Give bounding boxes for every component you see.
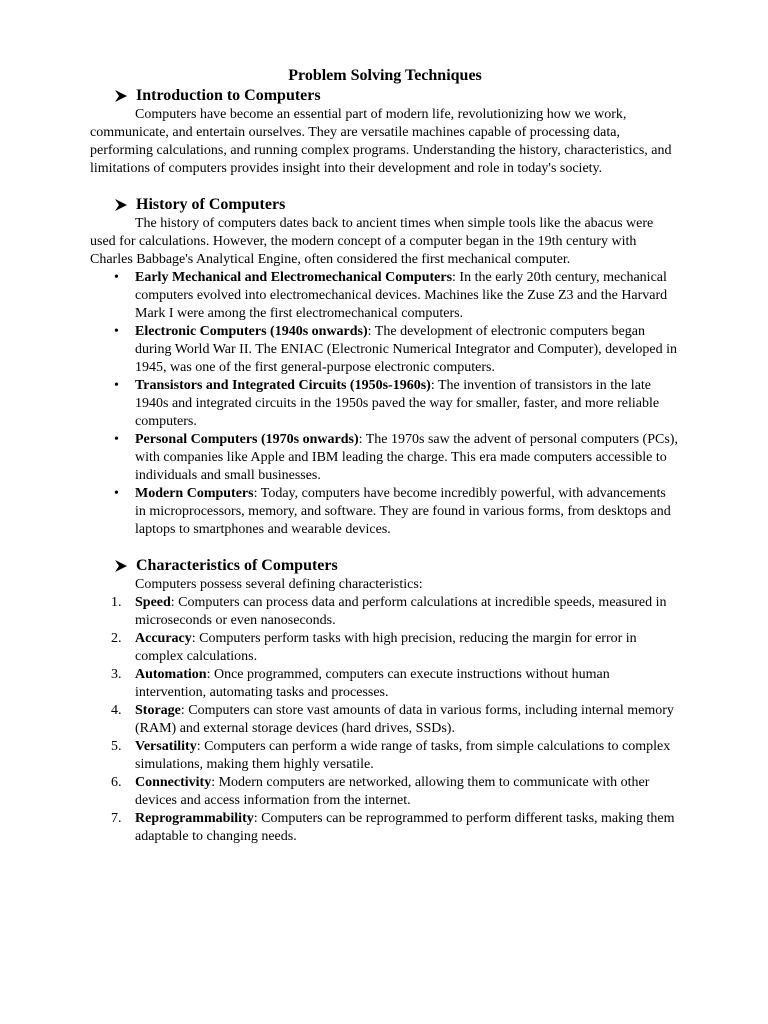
list-item-text: : In the early 20th century, mechanical computers evolved into electromechanical devices. Machines like the Zuse Z3 and the Harvard Mark I were among the first electromechanical computers. bbox=[135, 270, 668, 321]
section-heading-characteristics bbox=[114, 556, 680, 576]
characteristics-intro: Computers possess several defining characteristics: bbox=[135, 577, 423, 592]
bullet-icon: • bbox=[114, 432, 119, 447]
list-item-term: Early Mechanical and Electromechanical Computers bbox=[135, 270, 453, 285]
list-item-term: Storage bbox=[135, 703, 181, 718]
history-paragraph: The history of computers dates back to ancient times when simple tools like the abacus were used for calculations. However, the modern concept of a computer began in the 19th century with Charles Babbage's Analytical Engine, often considered the first mechanical computer. bbox=[90, 216, 654, 267]
list-item bbox=[90, 269, 680, 323]
list-item-number: 4. bbox=[111, 703, 122, 718]
list-item-term: Personal Computers (1970s onwards) bbox=[135, 432, 359, 447]
bullet-icon: • bbox=[114, 486, 119, 501]
section-heading-text: Introduction to Computers bbox=[136, 87, 321, 104]
list-item-number: 3. bbox=[111, 667, 122, 682]
list-item-term: Connectivity bbox=[135, 775, 212, 790]
list-item-number: 5. bbox=[111, 739, 122, 754]
section-heading-text: History of Computers bbox=[136, 196, 286, 213]
arrowhead-bullet-icon bbox=[114, 559, 128, 573]
bullet-icon: • bbox=[114, 324, 119, 339]
list-item-text: : Computers can perform a wide range of tasks, from simple calculations to complex simulations, making them highly versatile. bbox=[135, 739, 671, 772]
list-item bbox=[90, 485, 680, 539]
list-item-term: Speed bbox=[135, 595, 171, 610]
list-item bbox=[90, 774, 680, 810]
list-item-text: : The 1970s saw the advent of personal computers (PCs), with companies like Apple and IBM leading the charge. This era made computers accessible to individuals and small businesses. bbox=[135, 432, 678, 483]
list-item-text: : Computers can be reprogrammed to perform different tasks, making them adaptable to changing needs. bbox=[135, 811, 675, 844]
list-item bbox=[90, 702, 680, 738]
list-item-term: Versatility bbox=[135, 739, 197, 754]
intro-paragraph: Computers have become an essential part of modern life, revolutionizing how we work, communicate, and entertain ourselves. They are versatile machines capable of processing data, performing calculations, and running complex programs. Understanding the history, characteristics, and limitations of computers provides insight into their development and role in today's society. bbox=[90, 107, 672, 176]
list-item-text: : Computers perform tasks with high precision, reducing the margin for error in complex calculations. bbox=[135, 631, 637, 664]
list-item-term: Accuracy bbox=[135, 631, 192, 646]
arrowhead-bullet-icon bbox=[114, 198, 128, 212]
list-item bbox=[90, 377, 680, 431]
list-item-text: : Today, computers have become incredibly powerful, with advancements in microprocessors, memory, and software. They are found in various forms, from desktops and laptops to smartphones and wearable devices. bbox=[135, 486, 671, 537]
list-item bbox=[90, 594, 680, 630]
list-item-text: : Modern computers are networked, allowing them to communicate with other devices and access information from the internet. bbox=[135, 775, 650, 808]
list-item-text: : The invention of transistors in the late 1940s and integrated circuits in the 1950s paved the way for smaller, faster, and more reliable computers. bbox=[135, 378, 660, 429]
list-item-term: Reprogrammability bbox=[135, 811, 254, 826]
list-item-term: Transistors and Integrated Circuits (1950s-1960s) bbox=[135, 378, 431, 393]
list-item bbox=[90, 738, 680, 774]
list-item-number: 7. bbox=[111, 811, 122, 826]
list-item-text: : Computers can store vast amounts of data in various forms, including internal memory (RAM) and external storage devices (hard drives, SSDs). bbox=[135, 703, 674, 736]
section-heading-history bbox=[114, 195, 680, 215]
list-item bbox=[90, 630, 680, 666]
list-item-number: 2. bbox=[111, 631, 122, 646]
list-item bbox=[90, 431, 680, 485]
document-page bbox=[90, 66, 680, 846]
section-spacer bbox=[90, 539, 680, 556]
document-title: Problem Solving Techniques bbox=[288, 67, 482, 84]
section-heading-text: Characteristics of Computers bbox=[136, 557, 338, 574]
list-item-term: Electronic Computers (1940s onwards) bbox=[135, 324, 368, 339]
list-item-text: : The development of electronic computers began during World War II. The ENIAC (Electronic Numerical Integrator and Computer), developed in 1945, was one of the first general-purpose electronic computers. bbox=[135, 324, 678, 375]
section-spacer bbox=[90, 178, 680, 195]
list-item-number: 1. bbox=[111, 595, 122, 610]
arrowhead-bullet-icon bbox=[114, 89, 128, 103]
list-item-text: : Once programmed, computers can execute instructions without human intervention, automating tasks and processes. bbox=[135, 667, 610, 700]
bullet-icon: • bbox=[114, 270, 119, 285]
section-heading-introduction bbox=[114, 86, 680, 106]
list-item bbox=[90, 810, 680, 846]
list-item bbox=[90, 666, 680, 702]
list-item-number: 6. bbox=[111, 775, 122, 790]
bullet-icon: • bbox=[114, 378, 119, 393]
history-bullet-list bbox=[90, 269, 680, 539]
list-item-term: Automation bbox=[135, 667, 207, 682]
list-item bbox=[90, 323, 680, 377]
characteristics-numbered-list bbox=[90, 594, 680, 846]
list-item-term: Modern Computers bbox=[135, 486, 254, 501]
list-item-text: : Computers can process data and perform calculations at incredible speeds, measured in microseconds or even nanoseconds. bbox=[135, 595, 667, 628]
